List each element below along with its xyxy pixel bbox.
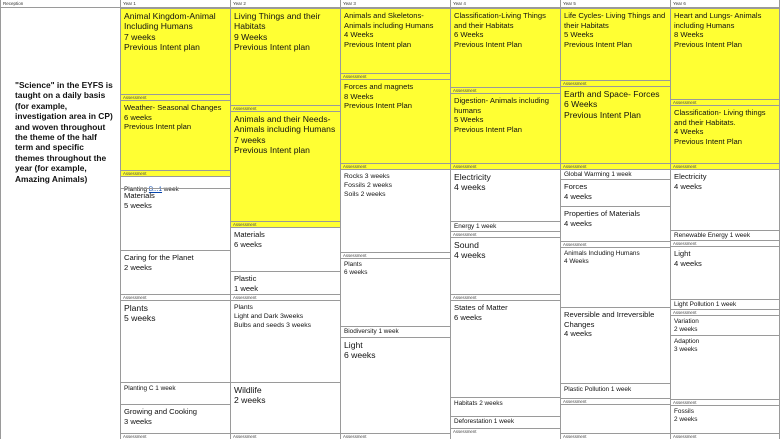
- topic-block: Digestion- Animals including humans 5 Weeks Previous Intent Plan: [451, 93, 560, 163]
- topic-block: Plastic Pollution 1 week: [561, 383, 670, 398]
- topic-block: Electricity 4 weeks: [451, 169, 560, 221]
- topic-block: Plastic 1 week: [231, 271, 340, 294]
- topic-block: Plants 6 weeks: [341, 258, 450, 326]
- topic-block: Classification- Living things and their Habitats. 4 Weeks Previous Intent Plan: [671, 105, 779, 163]
- topic-block: Light 4 weeks: [671, 246, 779, 299]
- topic-block: Sound 4 weeks: [451, 237, 560, 294]
- assessment-label: Assessment: [451, 294, 560, 300]
- assessment-label: Assessment: [121, 170, 230, 176]
- assessment-label: Assessment: [671, 99, 779, 105]
- topic-block: Planting B...1 week: [121, 176, 230, 188]
- topic-block: Biodiversity 1 week: [341, 326, 450, 337]
- year-header-year-3: Year 3: [341, 0, 450, 8]
- column-year-1: [120, 0, 230, 439]
- topic-block: Forces 4 weeks: [561, 179, 670, 206]
- topic-block: Renewable Energy 1 week: [671, 230, 779, 240]
- assessment-label: Assessment: [451, 87, 560, 93]
- topic-block: Fossils 2 weeks: [671, 405, 779, 433]
- topic-block: States of Matter 6 weeks: [451, 300, 560, 397]
- assessment-label: Assessment: [671, 240, 779, 246]
- assessment-label: Assessment: [341, 252, 450, 258]
- assessment-label: Assessment: [231, 221, 340, 227]
- assessment-label: Assessment: [121, 94, 230, 100]
- assessment-label: Assessment: [561, 398, 670, 404]
- topic-block: Variation 2 weeks: [671, 315, 779, 335]
- column-year-4: [450, 0, 560, 439]
- assessment-label: Assessment: [561, 241, 670, 247]
- eyfs-statement: "Science" in the EYFS is taught on a daily basis (for example, investigation area in CP) and woven throughout the theme of the half term and specific themes throughout the year (for example, Amazing Animals): [15, 80, 113, 184]
- assessment-label: Assessment: [231, 105, 340, 111]
- topic-block: Living Things and their Habitats 9 Weeks Previous Intent plan: [231, 8, 340, 105]
- planting-link[interactable]: B...1: [148, 186, 163, 193]
- topic-block: Properties of Materials 4 weeks: [561, 206, 670, 241]
- assessment-label: Assessment: [561, 163, 670, 169]
- assessment-label: Assessment: [341, 73, 450, 79]
- topic-block: Classification-Living Things and their Habitats 6 Weeks Previous Intent Plan: [451, 8, 560, 87]
- assessment-label: Assessment: [451, 231, 560, 237]
- assessment-label: Assessment: [671, 309, 779, 315]
- year-header-reception: Reception: [1, 0, 120, 8]
- column-year-6: [670, 0, 780, 439]
- column-reception: [0, 0, 120, 439]
- topic-block: Adaption 3 weeks: [671, 335, 779, 399]
- topic-block: Materials 5 weeks: [121, 188, 230, 250]
- topic-block: Planting C 1 week: [121, 382, 230, 404]
- year-header-year-2: Year 2: [231, 0, 340, 8]
- topic-block: Animal Kingdom-Animal Including Humans 7 weeks Previous Intent plan: [121, 8, 230, 94]
- assessment-label: Assessment: [341, 163, 450, 169]
- topic-block: Rocks 3 weeks Fossils 2 weeks Soils 2 weeks: [341, 169, 450, 252]
- topic-block: Animals and Skeletons- Animals including Humans 4 Weeks Previous Intent plan: [341, 8, 450, 73]
- topic-block: Reversible and Irreversible Changes 4 weeks: [561, 307, 670, 383]
- topic-block: Growing and Cooking 3 weeks: [121, 404, 230, 433]
- topic-block: [561, 404, 670, 433]
- assessment-label: Assessment: [671, 399, 779, 405]
- assessment-label: Assessment: [451, 163, 560, 169]
- topic-block: Earth and Space- Forces 6 Weeks Previous Intent Plan: [561, 86, 670, 163]
- topic-block: Forces and magnets 8 Weeks Previous Intent Plan: [341, 79, 450, 163]
- year-header-year-5: Year 5: [561, 0, 670, 8]
- column-year-3: [340, 0, 450, 439]
- topic-block: Animals Including Humans 4 Weeks: [561, 247, 670, 307]
- year-header-year-4: Year 4: [451, 0, 560, 8]
- topic-block: Light 6 weeks: [341, 337, 450, 433]
- topic-block: Caring for the Planet 2 weeks: [121, 250, 230, 294]
- column-year-5: [560, 0, 670, 439]
- year-header-year-1: Year 1: [121, 0, 230, 8]
- assessment-label: Assessment: [121, 433, 230, 439]
- column-year-2: [230, 0, 340, 439]
- assessment-label: Assessment: [341, 433, 450, 439]
- topic-block: Electricity 4 weeks: [671, 169, 779, 230]
- topic-block: Heart and Lungs- Animals including Humans 8 Weeks Previous Intent Plan: [671, 8, 779, 99]
- assessment-label: Assessment: [671, 163, 779, 169]
- assessment-label: Assessment: [231, 294, 340, 300]
- topic-block: Wildlife 2 weeks: [231, 382, 340, 433]
- assessment-label: Assessment: [561, 80, 670, 86]
- assessment-label: Assessment: [561, 433, 670, 439]
- topic-block: Plants Light and Dark 3weeks Bulbs and seeds 3 weeks: [231, 300, 340, 382]
- topic-block: Plants 5 weeks: [121, 300, 230, 382]
- topic-block: Life Cycles- Living Things and their Habitats 5 Weeks Previous Intent Plan: [561, 8, 670, 80]
- assessment-label: Assessment: [671, 433, 779, 439]
- topic-block: Light Pollution 1 week: [671, 299, 779, 309]
- topic-block: Deforestation 1 week: [451, 416, 560, 428]
- topic-block: Global Warming 1 week: [561, 169, 670, 179]
- topic-block: Energy 1 week: [451, 221, 560, 231]
- topic-block: Animals and their Needs- Animals including Humans 7 weeks Previous Intent plan: [231, 111, 340, 221]
- topic-block: Materials 6 weeks: [231, 227, 340, 271]
- assessment-label: Assessment: [121, 294, 230, 300]
- assessment-label: Assessment: [231, 433, 340, 439]
- topic-block: Weather- Seasonal Changes 6 weeks Previous Intent plan: [121, 100, 230, 170]
- topic-block: Habitats 2 weeks: [451, 397, 560, 416]
- year-header-year-6: Year 6: [671, 0, 779, 8]
- assessment-label: Assessment: [451, 428, 560, 434]
